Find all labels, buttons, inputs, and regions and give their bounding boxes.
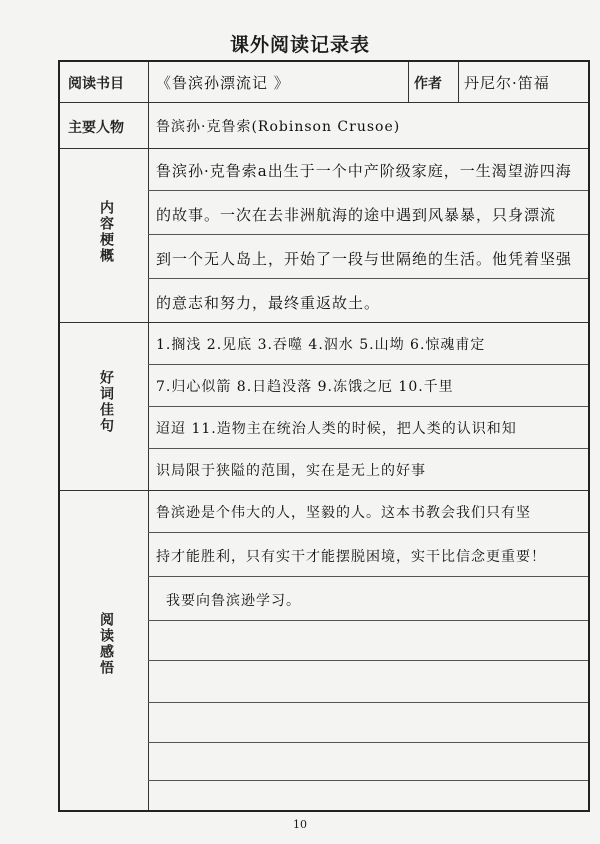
author-label-divider-left: [408, 62, 409, 102]
label-column-divider: [148, 62, 149, 810]
author-label-divider-right: [458, 62, 459, 102]
reflection-line: 我要向鲁滨逊学习。: [166, 593, 301, 609]
ruled-line: [148, 364, 588, 365]
phrases-line: 迢迢 11.造物主在统治人类的时候，把人类的认识和知: [156, 421, 517, 437]
author-value: 丹尼尔·笛福: [464, 74, 550, 92]
page-title: 课外阅读记录表: [229, 34, 370, 56]
ruled-line: [148, 448, 588, 449]
phrases-line: 7.归心似箭 8.日趋没落 9.冻饿之厄 10.千里: [156, 379, 454, 395]
ruled-line: [148, 620, 588, 621]
book-title-value: 《鲁滨孙漂流记 》: [156, 74, 290, 92]
phrases-label: 好词佳句: [98, 370, 114, 434]
reflection-label: 阅读感悟: [98, 612, 114, 676]
summary-line: 鲁滨孙·克鲁索a出生于一个中产阶级家庭，一生渴望游四海: [156, 162, 572, 180]
phrases-line: 识局限于狭隘的范围，实在是无上的好事: [156, 463, 426, 479]
summary-line: 的意志和努力，最终重返故土。: [156, 294, 381, 312]
summary-line: 到一个无人岛上，开始了一段与世隔绝的生活。他凭着坚强: [156, 250, 573, 268]
page-number: 10: [293, 818, 307, 831]
reading-record-table: [58, 60, 590, 812]
ruled-line: [148, 780, 588, 781]
phrases-line: 1.搁浅 2.见底 3.吞噬 4.泅水 5.山坳 6.惊魂甫定: [156, 337, 486, 353]
author-label: 作者: [414, 76, 442, 92]
book-label: 阅读书目: [68, 76, 124, 92]
ruled-line: [148, 660, 588, 661]
character-value: 鲁滨孙·克鲁索(Robinson Crusoe): [156, 119, 401, 135]
ruled-line: [148, 742, 588, 743]
ruled-line: [148, 278, 588, 279]
row-divider: [60, 322, 588, 323]
summary-label: 内容梗概: [98, 200, 114, 264]
ruled-line: [148, 532, 588, 533]
row-divider: [60, 490, 588, 491]
reflection-line: 持才能胜利，只有实干才能摆脱困境，实干比信念更重要！: [156, 549, 546, 565]
ruled-line: [148, 702, 588, 703]
character-label: 主要人物: [68, 120, 124, 136]
ruled-line: [148, 234, 588, 235]
ruled-line: [148, 576, 588, 577]
ruled-line: [148, 406, 588, 407]
ruled-line: [148, 190, 588, 191]
summary-line: 的故事。一次在去非洲航海的途中遇到风暴暴，只身漂流: [156, 206, 557, 224]
reflection-line: 鲁滨逊是个伟大的人，坚毅的人。这本书教会我们只有坚: [156, 505, 531, 521]
row-divider: [60, 148, 588, 149]
row-divider: [60, 102, 588, 103]
